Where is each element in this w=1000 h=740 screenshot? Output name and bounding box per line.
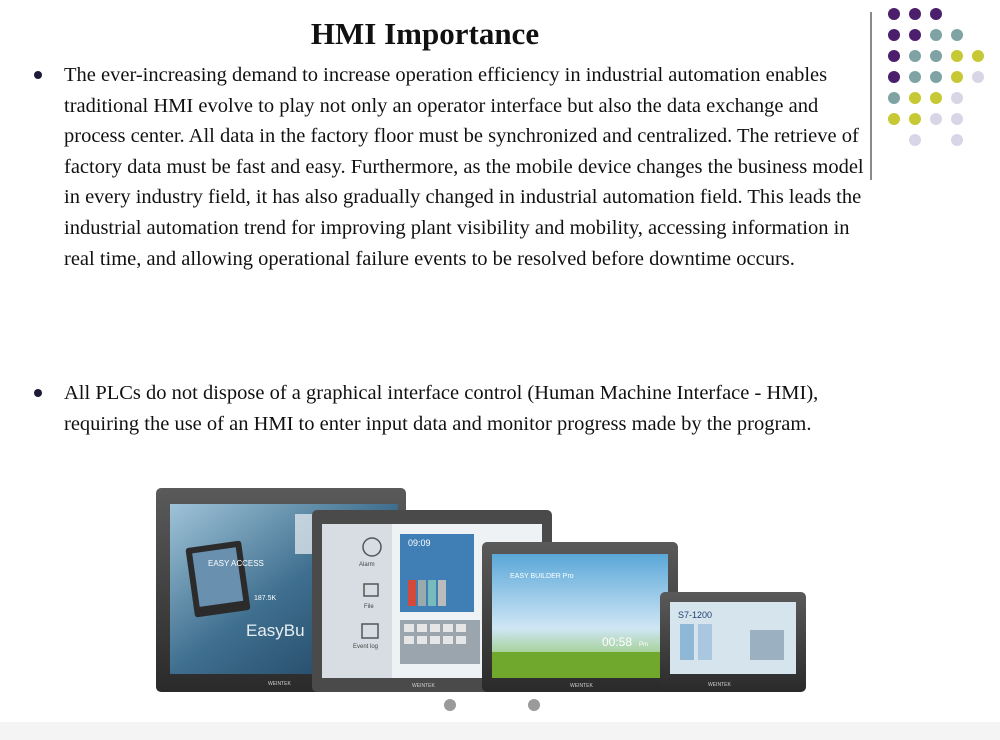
small-maker: WEINTEK	[708, 682, 731, 688]
large-maker: WEINTEK	[268, 681, 291, 687]
hmi-panels-photo	[150, 484, 810, 716]
slide-title: HMI Importance	[310, 16, 540, 51]
decorative-dot	[951, 50, 963, 62]
menu-event-log: Event log	[353, 644, 379, 650]
bullet-text: All PLCs do not dispose of a graphical interface control (Human Machine Interface - HMI), requiring the use of an HMI to enter input data and monitor progress made by the program.	[64, 382, 819, 435]
decorative-dot	[930, 71, 942, 83]
decorative-dot	[951, 29, 963, 41]
medium-maker: WEINTEK	[570, 683, 593, 689]
bullet-text: The ever-increasing demand to increase operation efficiency in industrial automation enables traditional HMI evolve to play not only an operator interface but also the data exchange and process center. All data in the factory floor must be synchronized and centralized. The retrieve of factory data must be fast and easy. Furthermore, as the mobile device changes the business model in every industry field, it has also gradually changed in industrial automation field. This leads the industrial automation trend for improving plant visibility and mobility, accessing information in real time, and allowing operational failure events to be resolved before downtime occurs.	[64, 64, 864, 270]
tablet-clock: 09:09	[408, 538, 431, 548]
bottom-strip	[0, 722, 1000, 740]
decorative-dot	[951, 71, 963, 83]
decorative-dot	[909, 134, 921, 146]
decorative-dot-grid	[888, 8, 992, 158]
decorative-dot	[888, 113, 900, 125]
decorative-dot	[951, 113, 963, 125]
menu-file: File	[364, 604, 374, 610]
decorative-dot	[930, 50, 942, 62]
hmi-panel-small	[660, 592, 806, 692]
medium-clock: 00:58	[602, 635, 633, 649]
hmi-panel-medium	[482, 542, 678, 692]
decorative-dot	[930, 92, 942, 104]
carousel-dot-1	[444, 699, 456, 711]
medium-title: EASY BUILDER Pro	[510, 573, 574, 580]
decorative-dot	[909, 71, 921, 83]
medium-clock-suffix: Pm	[639, 642, 648, 648]
decorative-dot	[888, 71, 900, 83]
decorative-dot	[909, 92, 921, 104]
decorative-dot	[909, 50, 921, 62]
menu-alarm: Alarm	[359, 562, 375, 568]
decorative-dot	[888, 50, 900, 62]
large-brand: EasyBu	[246, 621, 305, 640]
tablet-maker: WEINTEK	[412, 683, 435, 689]
decorative-dot	[930, 113, 942, 125]
decorative-dot	[951, 134, 963, 146]
decorative-dot	[888, 29, 900, 41]
bullet-marker	[34, 71, 42, 79]
decorative-dot	[930, 29, 942, 41]
decorative-dot	[951, 92, 963, 104]
decorative-dot	[972, 71, 984, 83]
carousel-dot-2	[528, 699, 540, 711]
decorative-dot	[888, 92, 900, 104]
decorative-dot	[972, 50, 984, 62]
decorative-dot	[909, 29, 921, 41]
decorative-dot	[888, 8, 900, 20]
bullet-marker	[34, 389, 42, 397]
decorative-dot	[930, 8, 942, 20]
decorative-dot	[909, 8, 921, 20]
large-badge: EASY ACCESS	[208, 559, 264, 568]
small-title: S7-1200	[678, 610, 713, 620]
large-counter: 187.5K	[254, 595, 277, 602]
decorative-dot	[909, 113, 921, 125]
